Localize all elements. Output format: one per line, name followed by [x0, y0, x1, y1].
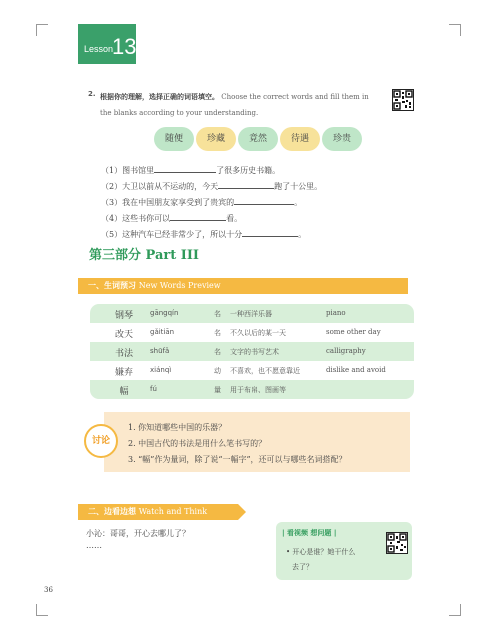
watch-question: • 开心是谁？她干什么 [286, 548, 356, 556]
crop-mark [36, 24, 37, 36]
table-row [90, 361, 414, 380]
fill-sentence: （2）大卫以前从不运动的，今天 跑了十公里。 [101, 182, 323, 191]
vocab-english: dislike and avoid [326, 366, 386, 374]
crop-mark [449, 24, 461, 25]
section-title-en: New Words Preview [138, 281, 221, 290]
word-option[interactable]: 珍藏 [196, 127, 236, 151]
vocab-word: 幅 [119, 387, 129, 397]
answer-blank[interactable] [154, 172, 216, 173]
vocab-definition: 不久以后的某一天 [230, 329, 286, 337]
qr-code-icon[interactable] [386, 532, 408, 554]
instruction-cn: 根据你的理解，选择正确的词语填空。 [100, 93, 219, 101]
watch-title: | 看视频 想问题 | [282, 529, 337, 537]
vocab-english: calligraphy [326, 347, 366, 355]
part-title: 第三部分 Part III [89, 248, 199, 263]
lesson-label: Lesson [84, 44, 114, 54]
fill-sentence: （5）这种汽车已经非常少了，所以十分 。 [101, 230, 307, 239]
discussion-question: 2. 中国古代的书法是用什么笔书写的？ [128, 439, 267, 448]
vocab-definition: 文字的书写艺术 [230, 348, 279, 356]
table-row [90, 304, 414, 323]
vocabulary-table [90, 304, 414, 399]
section-title-cn: 一、生词预习 [88, 281, 136, 290]
crop-mark [36, 615, 48, 616]
exercise-instruction [100, 89, 380, 121]
qr-code-icon[interactable] [392, 89, 414, 111]
instruction-en-2: the blanks according to your understanding. [100, 109, 259, 117]
vocab-word: 嫌弃 [114, 368, 133, 378]
dialog-line: …… [86, 541, 102, 550]
word-option[interactable]: 竟然 [238, 127, 278, 151]
crop-mark [36, 24, 48, 25]
vocab-pos: 名 [214, 329, 221, 337]
vocab-word: 改天 [114, 330, 133, 340]
watch-question-cont: 去了？ [292, 563, 313, 571]
vocab-pinyin: gāngqín [150, 309, 179, 317]
instruction-en-1: Choose the correct words and fill them in [221, 93, 369, 101]
answer-blank[interactable] [234, 204, 294, 205]
word-option[interactable]: 随便 [154, 127, 194, 151]
table-row [90, 342, 414, 361]
vocab-pos: 动 [214, 367, 221, 375]
answer-blank[interactable] [170, 220, 226, 221]
fill-sentence: （3）我在中国朋友家享受到了贵宾的 。 [101, 198, 303, 207]
word-option[interactable]: 珍贵 [322, 127, 362, 151]
vocab-english: some other day [326, 328, 381, 336]
page-number: 36 [44, 586, 53, 594]
discussion-question: 1. 你知道哪些中国的乐器？ [128, 423, 227, 432]
bar-arrow [238, 504, 246, 520]
table-row [90, 323, 414, 342]
word-option[interactable]: 待遇 [280, 127, 320, 151]
vocab-pinyin: shūfǎ [150, 347, 170, 355]
vocab-pos: 名 [214, 310, 221, 318]
vocab-definition: 不喜欢，也不愿意靠近 [230, 367, 300, 375]
vocab-pos: 名 [214, 348, 221, 356]
fill-sentence: （4）这些书你可以 看。 [101, 214, 243, 223]
section-header-new-words [78, 278, 408, 294]
vocab-pinyin: fú [150, 385, 157, 393]
section-header-watch [78, 504, 238, 520]
vocab-definition: 一种西洋乐器 [230, 310, 272, 318]
vocab-pos: 量 [214, 386, 221, 394]
crop-mark [460, 24, 461, 36]
vocab-word: 书法 [114, 349, 133, 359]
answer-blank[interactable] [218, 188, 274, 189]
section-title-cn: 二、边看边想 [88, 507, 136, 516]
dialog-line: 小沁：哥哥，开心去哪儿了？ [86, 529, 190, 538]
crop-mark [449, 615, 461, 616]
section-title-en: Watch and Think [138, 507, 208, 516]
lesson-number: 13 [112, 34, 137, 59]
vocab-pinyin: xiánqì [150, 366, 172, 374]
table-row [90, 380, 414, 399]
vocab-word: 钢琴 [114, 311, 133, 321]
answer-blank[interactable] [242, 236, 298, 237]
vocab-pinyin: gǎitiān [150, 328, 175, 336]
fill-sentence: （1）图书馆里 了很多历史书籍。 [101, 166, 281, 175]
discussion-question: 3. “幅”作为量词，除了说“一幅字”，还可以与哪些名词搭配？ [128, 455, 347, 464]
discussion-badge: 讨论 [84, 424, 118, 458]
exercise-number: 2. [88, 90, 96, 98]
vocab-english: piano [326, 309, 346, 317]
vocab-definition: 用于布帛、图画等 [230, 386, 286, 394]
